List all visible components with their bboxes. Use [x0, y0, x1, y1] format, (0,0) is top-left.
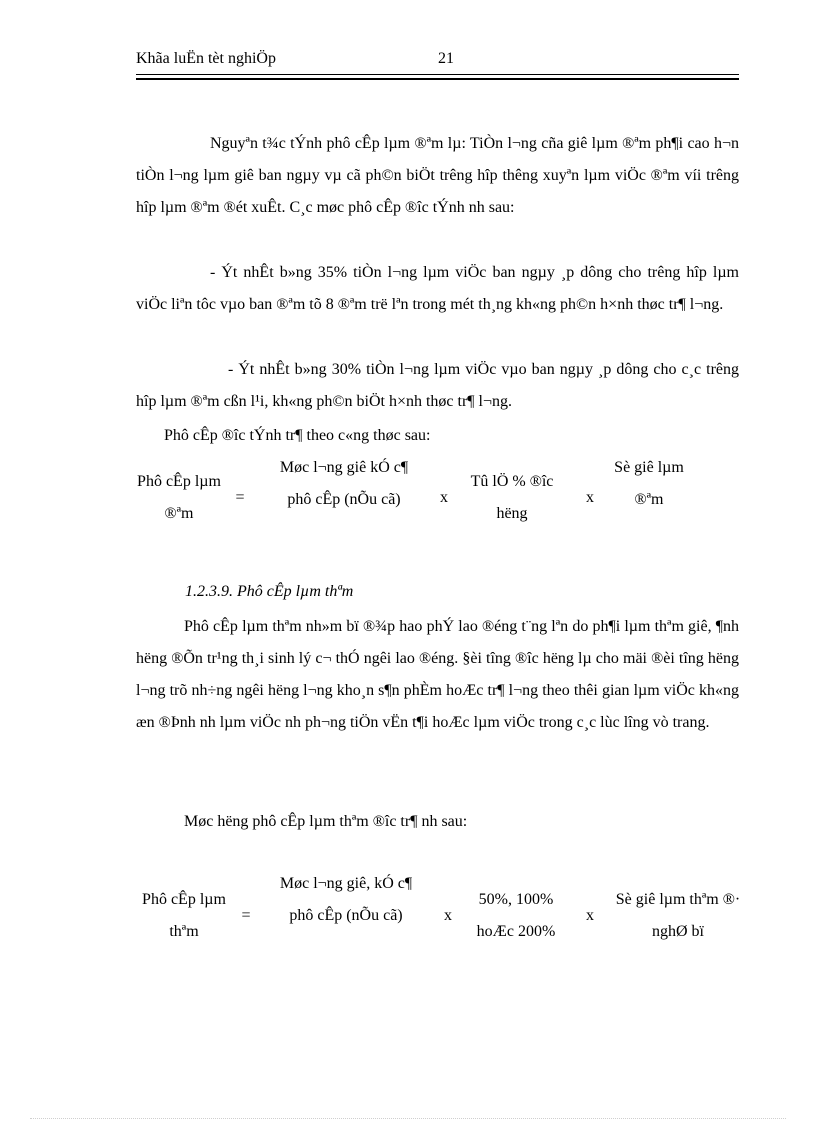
- formula-multiply-2: x: [586, 489, 594, 506]
- paragraph-rate-30: - Ýt nhÊt b»ng 30% tiÒn l¬ng lµm viÖc vµo ban ngµy ¸p dông cho c¸c trêng hîp lµm ®ªm cßn l¹i, kh«ng ph©n biÖt h×nh thøc tr¶ l¬ng.: [136, 361, 739, 410]
- night-allowance-formula: [136, 452, 740, 552]
- formula-term-hours: Sè giê lµm ®ªm: [614, 459, 684, 508]
- paragraph-overtime: Phô cÊp lµm thªm nh»m bï ®¾p hao phÝ lao ®éng t¨ng lªn do ph¶i lµm thªm giê, ¶nh hëng ®Õn tr¹ng th¸i sinh lý c¬ thÓ ngêi lao ®éng. §èi tîng ®îc hëng lµ cho mäi ®èi tîng hëng l¬ng trõ nh÷ng ngêi hëng l¬ng kho¸n s¶n phÈm hoÆc tr¶ l¬ng theo thêi gian lµm viÖc kh«ng æn ®Þnh nh lµm viÖc nh ph¬ng tiÖn vËn t¶i hoÆc lµm viÖc trong c¸c lùc lîng vò trang.: [136, 618, 739, 731]
- header-rule-thin: [136, 74, 739, 75]
- formula-equals: =: [235, 489, 245, 506]
- paragraph-formula-intro: Phô cÊp ®îc tÝnh tr¶ theo c«ng thøc sau:: [164, 427, 431, 444]
- paragraph-rate-35: - Ýt nhÊt b»ng 35% tiÒn l¬ng lµm viÖc ban ngµy ¸p dông cho trêng hîp lµm viÖc liªn tôc vµo ban ®ªm tõ 8 ®ªm trë lªn trong mét th¸ng kh«ng ph©n h×nh thøc tr¶ l¬ng.: [136, 264, 739, 313]
- formula-term-hourly-wage: Møc l¬ng giê kÓ c¶ phô cÊp (nÕu cã): [279, 459, 409, 508]
- overtime-allowance-formula: [136, 868, 740, 968]
- header-rule-thick: [136, 78, 739, 80]
- formula-multiply-1: x: [440, 489, 448, 506]
- formula-term-hourly-wage: Møc l¬ng giê, kÓ c¶ phô cÊp (nÕu cã): [279, 875, 413, 924]
- page-number: 21: [438, 50, 454, 67]
- formula-lhs: Phô cÊp lµm ®ªm: [137, 473, 221, 522]
- page-header: [136, 50, 740, 72]
- formula-term-rate: Tû lÖ % ®îc hëng: [470, 473, 554, 522]
- formula-equals: =: [241, 907, 251, 924]
- section-heading: 1.2.3.9. Phô cÊp lµm thªm: [185, 583, 354, 600]
- formula-multiply-2: x: [586, 907, 594, 924]
- paragraph-night-principle: Nguyªn t¾c tÝnh phô cÊp lµm ®ªm lµ: TiÒn l¬ng cña giê lµm ®ªm ph¶i cao h¬n tiÒn l¬ng lµm giê ban ngµy vµ cã ph©n biÖt trêng hîp thêng xuyªn lµm viÖc ®ªm víi trêng hîp lµm ®ªm ®ét xuÊt. C¸c møc phô cÊp ®îc tÝnh nh sau:: [136, 135, 739, 216]
- formula-term-percentage: 50%, 100% hoÆc 200%: [476, 891, 556, 940]
- bottom-border: [30, 1118, 786, 1119]
- formula-term-hours: Sè giê lµm thªm ®· nghØ bï: [615, 891, 741, 940]
- formula-lhs: Phô cÊp lµm thªm: [142, 891, 226, 940]
- paragraph-overtime-formula-intro: Møc hëng phô cÊp lµm thªm ®îc tr¶ nh sau:: [184, 813, 468, 830]
- document-title: Khãa luËn tèt nghiÖp: [136, 50, 276, 67]
- formula-multiply-1: x: [444, 907, 452, 924]
